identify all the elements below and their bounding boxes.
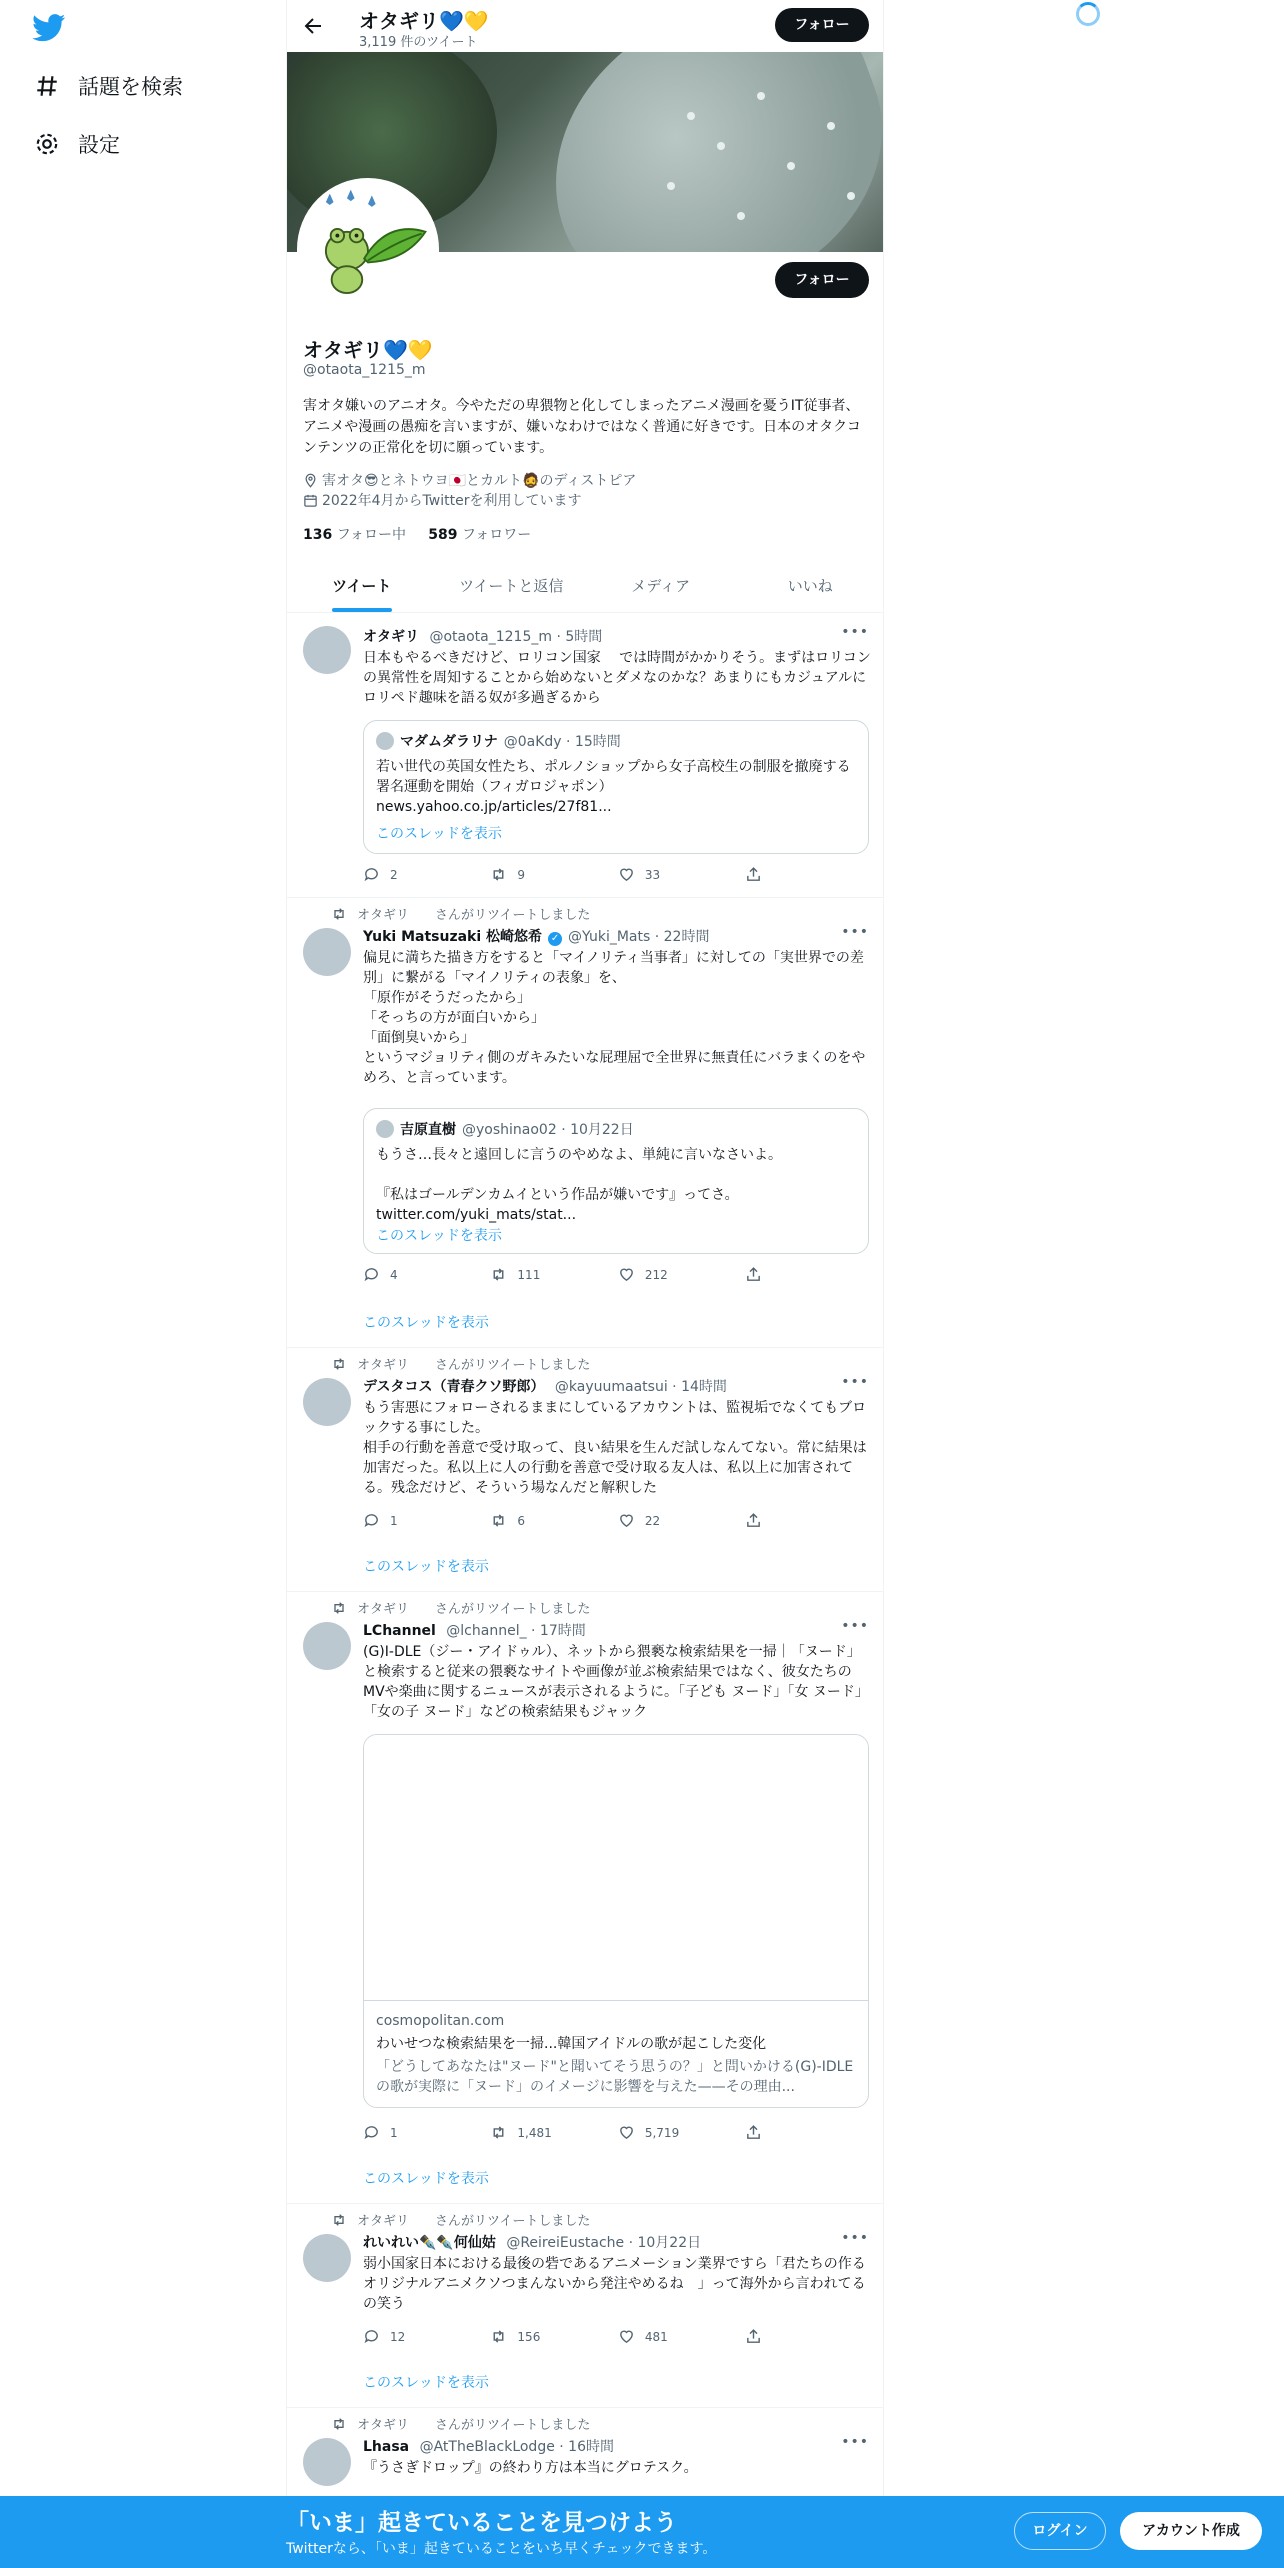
tweet-actions [363,866,783,883]
retweet-button[interactable] [490,1512,617,1529]
quote-header [376,731,621,751]
reply-button[interactable] [363,2328,490,2345]
reply-icon [363,1512,380,1529]
profile-header-bar [287,0,883,52]
share-button[interactable] [745,1266,783,1283]
share-icon [745,866,762,883]
quote-show-thread-link[interactable]: このスレッドを表示 [376,1228,502,1244]
more-icon[interactable]: ••• [841,2230,869,2246]
share-button[interactable] [745,2328,783,2345]
tweet-header [363,1376,727,1396]
quote-avatar [376,732,394,750]
reply-icon [363,1266,380,1283]
twitter-logo-icon[interactable] [32,14,66,42]
author-meta[interactable]: @AtTheBlackLodge · 16時間 [419,2439,614,2455]
heart-icon [618,2328,635,2345]
profile-follow-button[interactable]: フォロー [775,262,869,298]
reply-count: 1 [390,2125,398,2140]
heart-icon [618,866,635,883]
tab-tweets[interactable]: ツイート [287,560,437,612]
profile-follow-stats [303,524,531,544]
share-icon [745,1512,762,1529]
share-button[interactable] [745,866,783,883]
author-name[interactable]: デスタコス（青春クソ野郎） [363,1379,545,1395]
tweet-actions [363,1512,783,1529]
retweet-icon [331,1600,347,1616]
header-follow-button[interactable]: フォロー [775,8,869,42]
heart-icon [618,1266,635,1283]
link-card-description: 「どうしてあなたは"ヌード"と聞いてそう思うの？」と問いかける(G)-IDLEの歌が実際に「ヌード」のイメージに影響を与えた——その理由... [376,2059,854,2095]
share-button[interactable] [745,2124,783,2141]
tweet-actions [363,2124,783,2141]
tweet-header [363,626,602,646]
retweet-indicator [331,904,590,923]
author-name[interactable]: LChannel [363,1623,436,1639]
tweet-text: 『うさぎドロップ』の終わり方は本当にグロテスク。 [363,2460,698,2476]
author-meta[interactable]: @lchannel_ · 17時間 [446,1623,586,1639]
retweet-count: 156 [517,2329,541,2344]
link-card-domain: cosmopolitan.com [376,2013,505,2029]
retweet-by-label[interactable]: オタギリ さんがリツイートしました [357,1358,591,1373]
retweet-by-label[interactable]: オタギリ さんがリツイートしました [357,2418,591,2433]
verified-badge-icon: ✓ [548,932,562,946]
reply-icon [363,2124,380,2141]
retweet-icon [331,906,347,922]
quote-meta: @yoshinao02 · 10月22日 [462,1122,634,1138]
tab-likes[interactable]: いいね [787,577,833,595]
more-icon[interactable]: ••• [841,924,869,940]
like-count: 22 [644,1513,661,1528]
retweet-count: 6 [517,1513,526,1528]
avatar[interactable] [303,1622,351,1670]
profile-handle: @otaota_1215_m [303,362,426,378]
author-name[interactable]: Yuki Matsuzaki 松崎悠希 [363,929,543,945]
retweet-by-label[interactable]: オタギリ さんがリツイートしました [357,1602,591,1617]
heart-icon [618,1512,635,1529]
header-name: オタギリ💙💛 [359,9,489,33]
loading-spinner-icon [1076,2,1100,26]
retweet-icon [490,2328,507,2345]
reply-count: 4 [390,1267,398,1282]
main-column [286,0,884,2568]
login-button[interactable]: ログイン [1014,2512,1106,2550]
avatar[interactable] [303,928,351,976]
tweet-text: もう害悪にフォローされるままにしているアカウントは、監視垢でなくてもブロックする事にした。 相手の行動を善意で受け取って、良い結果を生んだ試しなんてない。常に結果は加害だった。私以上に人の行動を善意で受け取る友人は、私以上に加害されてる。残念だけど、そういう場なんだと解釈した [363,1400,867,1496]
reply-button[interactable] [363,1512,490,1529]
followers-count: 589 [428,527,458,543]
tweet-2[interactable] [287,1348,884,1592]
quote-author: マダムダラリナ [400,734,498,750]
profile-location [303,470,636,490]
retweet-button[interactable] [490,2124,617,2141]
like-button[interactable] [618,866,745,883]
tweet-actions [363,2328,783,2345]
like-count: 212 [644,1267,668,1282]
author-name[interactable]: れいれい✒️✒️何仙姑 [363,2235,496,2251]
quote-show-thread-link[interactable]: このスレッドを表示 [376,826,502,842]
profile-name: オタギリ💙💛 [303,338,433,362]
quote-text: 若い世代の英国女性たち、ポルノショップから女子高校生の制服を撤廃する署名運動を開始（フィガロジャポン） news.yahoo.co.jp/articles/27f81... [376,759,851,815]
avatar[interactable] [303,1378,351,1426]
show-thread-link[interactable]: このスレッドを表示 [363,1559,489,1575]
nav-explore-label: 話題を検索 [78,75,183,99]
following-link[interactable] [303,527,406,543]
quote-author: 吉原直樹 [400,1122,456,1138]
author-name[interactable]: オタギリ [363,629,419,645]
retweet-count: 111 [517,1267,541,1282]
like-count: 33 [644,867,661,882]
author-name[interactable]: Lhasa [363,2439,410,2455]
tweet-text: 弱小国家日本における最後の砦であるアニメーション業界ですら「君たちの作るオリジナルアニメクソつまんないから発注やめるね 」って海外から言われてるの笑う [363,2256,866,2312]
tab-media[interactable]: メディア [631,577,691,595]
retweet-icon [490,2124,507,2141]
more-icon[interactable]: ••• [841,1374,869,1390]
tweet-header [363,1620,586,1640]
profile-joined-text: 2022年4月からTwitterを利用しています [322,493,582,509]
quote-tweet[interactable] [363,1108,869,1254]
retweet-count: 9 [517,867,526,882]
share-icon [745,2328,762,2345]
reply-count: 12 [390,2329,406,2344]
reply-icon [363,2328,380,2345]
link-card-image[interactable] [364,1735,868,2001]
reply-count: 2 [390,867,398,882]
profile-bio: 害オタ嫌いのアニオタ。今やただの卑猥物と化してしまったアニメ漫画を憂うIT従事者、アニメや漫画の愚痴を言いますが、嫌いなわけではなく普通に好きです。日本のオタクコンテンツの正常化を切に願っています。 [303,398,861,456]
nav-explore[interactable] [34,66,183,106]
gear-icon [34,131,60,157]
retweet-button[interactable] [490,1266,617,1283]
show-thread-link[interactable]: このスレッドを表示 [363,2375,489,2391]
nav-settings-label: 設定 [78,133,120,157]
retweet-indicator [331,2210,590,2229]
signup-button[interactable]: アカウント作成 [1120,2512,1262,2550]
profile-avatar[interactable] [297,178,439,320]
author-meta[interactable]: @Yuki_Mats · 22時間 [568,929,710,945]
like-count: 481 [644,2329,668,2344]
like-button[interactable] [618,1512,745,1529]
retweet-by-label[interactable]: オタギリ さんがリツイートしました [357,2214,591,2229]
retweet-icon [490,866,507,883]
tweet-header [363,2436,614,2456]
tweet-4[interactable] [287,2204,884,2408]
share-button[interactable] [745,1512,783,1529]
tweet-0[interactable] [287,614,884,898]
retweet-indicator [331,1354,590,1373]
location-pin-icon [303,473,318,488]
share-icon [745,2124,762,2141]
retweet-button[interactable] [490,2328,617,2345]
profile-location-text: 害オタ😎とネトウヨ🇯🇵とカルト🧔のディストピア [322,473,637,489]
link-card-title: わいせつな検索結果を一掃...韓国アイドルの歌が起こした変化 [376,2036,767,2052]
more-icon[interactable]: ••• [841,1618,869,1634]
tweet-header [363,926,709,946]
quote-header [376,1119,634,1139]
avatar[interactable] [303,2234,351,2282]
tweet-3[interactable] [287,1592,884,2204]
reply-button[interactable] [363,866,490,883]
signup-banner-title: 「いま」起きていることを見つけよう [286,2510,677,2536]
show-thread-link[interactable]: このスレッドを表示 [363,1315,489,1331]
reply-count: 1 [390,1513,398,1528]
show-thread-link[interactable]: このスレッドを表示 [363,2171,489,2187]
retweet-icon [490,1512,507,1529]
tweet-actions [363,1266,783,1283]
tweet-text: 偏見に満ちた描き方をすると「マイノリティ当事者」に対しての「実世界での差別」に繋がる「マイノリティの表象」を、 「原作がそうだったから」 「そっちの方が面白いから」 「面倒臭いから」 というマジョリティ側のガキみたいな屁理屈で全世界に無責任にバラまくのをやめろ、と言っています。 [363,950,866,1086]
author-meta[interactable]: @ReireiEustache · 10月22日 [506,2235,702,2251]
retweet-indicator [331,2414,590,2433]
signup-banner-subtitle: Twitterなら、「いま」起きていることをいち早くチェックできます。 [286,2541,717,2557]
reply-button[interactable] [363,2124,490,2141]
author-meta[interactable]: @otaota_1215_m · 5時間 [429,629,603,645]
avatar[interactable] [303,2438,351,2486]
quote-avatar [376,1120,394,1138]
tweet-text: (G)I-DLE（ジー・アイドゥル）、ネットから猥褻な検索結果を一掃｜「ヌード」と検索すると従来の猥褻なサイトや画像が並ぶ検索結果ではなく、彼女たちのMVや楽曲に関するニュースが表示されるように。「子ども ヌード」「女 ヌード」「女の子 ヌード」などの検索結果もジャック [363,1644,869,1720]
retweet-indicator [331,1598,590,1617]
header-tweet-count: 3,119 件のツイート [359,35,478,50]
like-button[interactable] [618,2124,745,2141]
like-button[interactable] [618,2328,745,2345]
hashtag-icon [34,73,60,99]
back-arrow-icon[interactable] [301,14,325,38]
nav-settings[interactable] [34,124,120,164]
tweet-header [363,2232,701,2252]
retweet-by-label[interactable]: オタギリ さんがリツイートしました [357,908,591,923]
retweet-button[interactable] [490,866,617,883]
reply-button[interactable] [363,1266,490,1283]
profile-joined [303,490,581,510]
avatar[interactable] [303,626,351,674]
more-icon[interactable]: ••• [841,624,869,640]
reply-icon [363,866,380,883]
retweet-count: 1,481 [517,2125,552,2140]
tweet-text: 日本もやるべきだけど、ロリコン国家 では時間がかかりそう。まずはロリコンの異常性を周知することから始めないとダメなのかな？あまりにもカジュアルにロリペド趣味を語る奴が多過ぎるから [363,650,871,706]
retweet-icon [490,1266,507,1283]
like-count: 5,719 [644,2125,680,2140]
quote-meta: @0aKdy · 15時間 [503,734,621,750]
share-icon [745,1266,762,1283]
more-icon[interactable]: ••• [841,2434,869,2450]
followers-label: フォロワー [461,527,532,543]
retweet-icon [331,2416,347,2432]
following-count: 136 [303,527,333,543]
tweet-1[interactable] [287,898,884,1348]
profile-tabs [287,560,884,613]
retweet-icon [331,1356,347,1372]
frog-avatar-icon [301,182,435,316]
link-card[interactable] [363,1734,869,2108]
followers-link[interactable] [428,527,531,543]
calendar-icon [303,493,318,508]
quote-tweet[interactable] [363,720,869,854]
retweet-icon [331,2212,347,2228]
tab-tweets-replies[interactable]: ツイートと返信 [459,577,564,595]
quote-text: もうさ…長々と遠回しに言うのやめなよ、単純に言いなさいよ。 『私はゴールデンカムイという作品が嫌いです』ってさ。 twitter.com/yuki_mats/stat... [376,1147,782,1223]
heart-icon [618,2124,635,2141]
signup-banner [0,2496,1284,2568]
following-label: フォロー中 [336,527,406,543]
like-button[interactable] [618,1266,745,1283]
author-meta[interactable]: @kayuumaatsui · 14時間 [554,1379,727,1395]
